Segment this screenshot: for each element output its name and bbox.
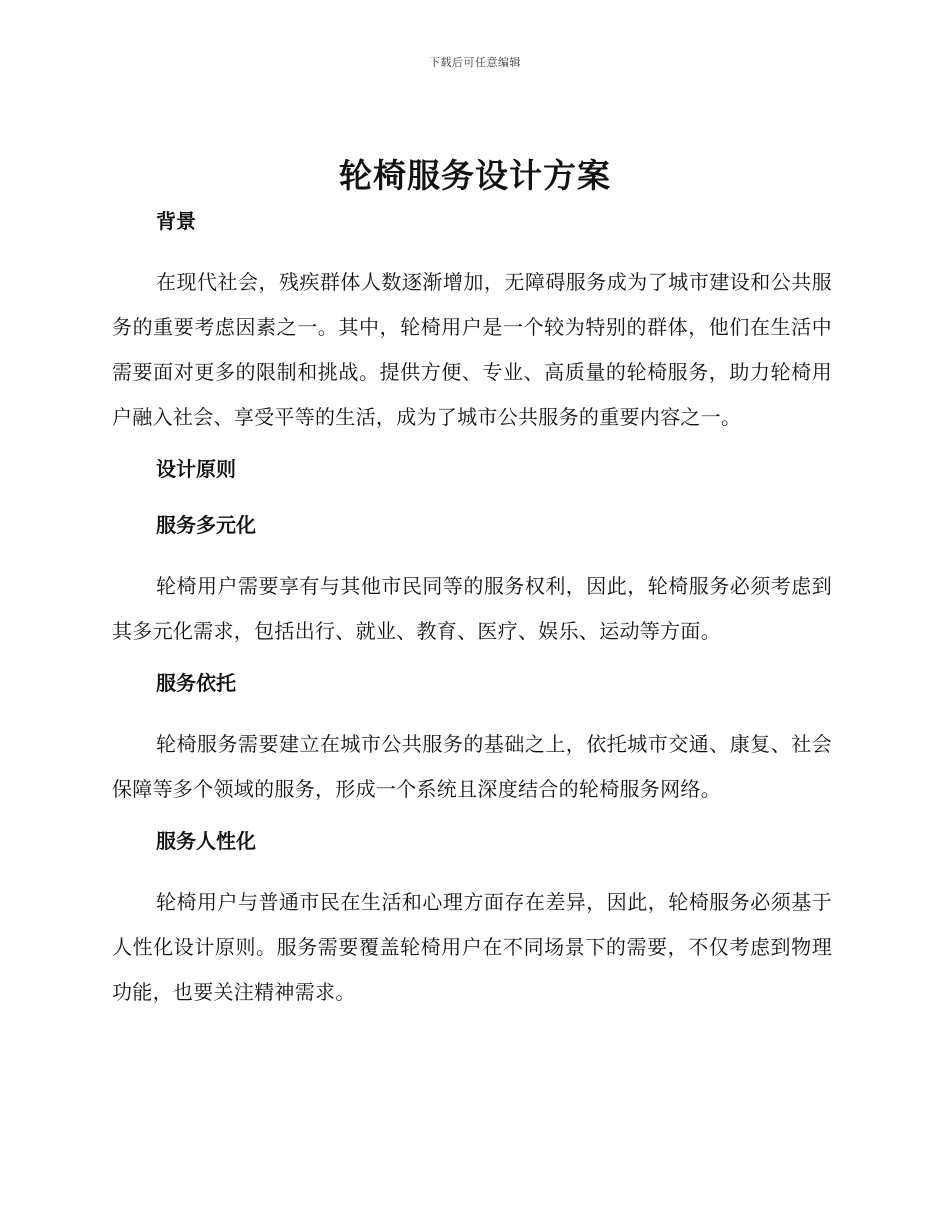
section-heading-diversified-service: 服务多元化 (156, 513, 256, 537)
header-note: 下载后可任意编辑 (429, 56, 521, 69)
section-heading-design-principles: 设计原则 (156, 457, 236, 481)
section-paragraph-diversified-service: 轮椅用户需要享有与其他市民同等的服务权利，因此，轮椅服务必须考虑到其多元化需求，包括出行、就业、教育、医疗、娱乐、运动等方面。 (112, 574, 832, 643)
document-body (112, 204, 832, 1015)
section-paragraph-background: 在现代社会，残疾群体人数逐渐增加，无障碍服务成为了城市建设和公共服务的重要考虑因素之一。其中，轮椅用户是一个较为特别的群体，他们在生活中需要面对更多的限制和挑战。提供方便、专业、高质量的轮椅服务，助力轮椅用户融入社会、享受平等的生活，成为了城市公共服务的重要内容之一。 (112, 270, 832, 429)
section-heading-humanized-service: 服务人性化 (156, 829, 256, 853)
section-paragraph-service-reliance: 轮椅服务需要建立在城市公共服务的基础之上，依托城市交通、康复、社会保障等多个领域的服务，形成一个系统且深度结合的轮椅服务网络。 (112, 732, 832, 801)
section-heading-background: 背景 (156, 209, 196, 233)
section-heading-service-reliance: 服务依托 (156, 671, 236, 695)
section-paragraph-humanized-service: 轮椅用户与普通市民在生活和心理方面存在差异，因此，轮椅服务必须基于人性化设计原则。服务需要覆盖轮椅用户在不同场景下的需要，不仅考虑到物理功能，也要关注精神需求。 (112, 890, 832, 1004)
document-title: 轮椅服务设计方案 (339, 156, 611, 195)
